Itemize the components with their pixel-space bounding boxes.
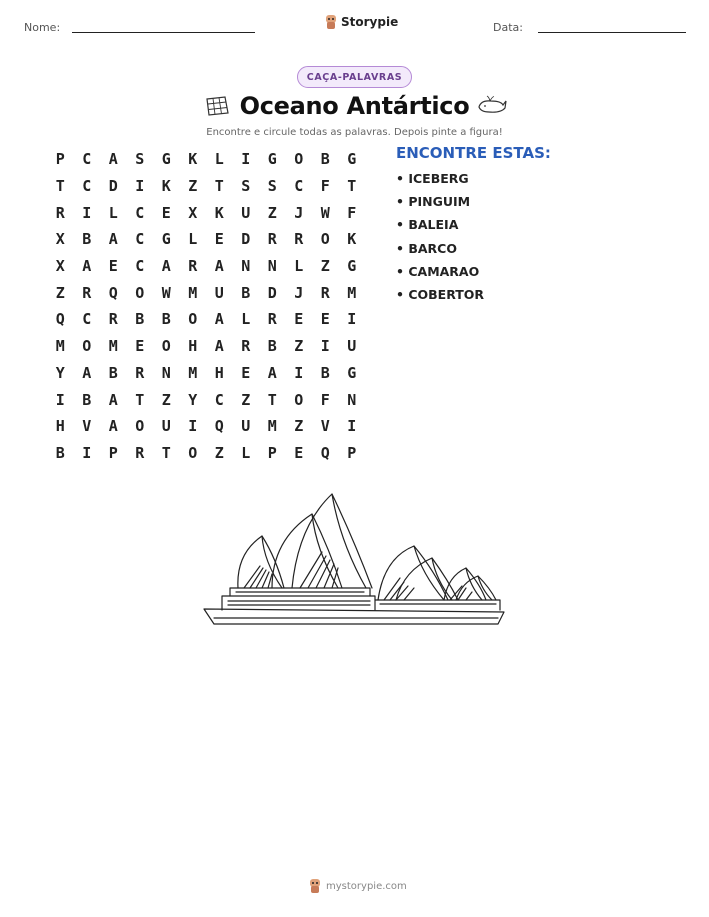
grid-letter[interactable]: O <box>320 230 330 249</box>
grid-row <box>47 279 365 306</box>
grid-letter[interactable]: Z <box>161 390 171 409</box>
storypie-mascot-icon <box>324 14 338 30</box>
grid-letter[interactable]: B <box>108 363 118 382</box>
grid-letter[interactable]: R <box>267 310 277 329</box>
grid-letter[interactable]: K <box>188 150 198 169</box>
grid-letter[interactable]: Z <box>214 443 224 462</box>
grid-letter[interactable]: N <box>267 257 277 276</box>
grid-letter[interactable]: Q <box>55 310 65 329</box>
date-label: Data: <box>493 21 523 34</box>
grid-letter[interactable]: B <box>55 443 65 462</box>
grid-letter[interactable]: F <box>320 177 330 196</box>
grid-letter[interactable]: U <box>214 283 224 302</box>
grid-letter[interactable]: O <box>135 417 145 436</box>
grid-letter[interactable]: F <box>347 203 357 222</box>
grid-letter[interactable]: G <box>161 150 171 169</box>
grid-letter[interactable]: T <box>135 390 145 409</box>
grid-letter[interactable]: B <box>82 390 92 409</box>
word-list-item: • COBERTOR <box>396 286 485 302</box>
grid-letter[interactable]: K <box>347 230 357 249</box>
grid-letter[interactable]: O <box>135 283 145 302</box>
grid-letter[interactable]: A <box>161 257 171 276</box>
grid-letter[interactable]: H <box>188 337 198 356</box>
grid-letter[interactable]: X <box>188 203 198 222</box>
grid-letter[interactable]: B <box>135 310 145 329</box>
date-line[interactable] <box>538 32 686 33</box>
grid-letter[interactable]: L <box>108 203 118 222</box>
grid-letter[interactable]: B <box>267 337 277 356</box>
grid-letter[interactable]: C <box>135 203 145 222</box>
grid-row <box>47 360 365 387</box>
grid-row <box>47 440 365 467</box>
worksheet-type-badge: CAÇA-PALAVRAS <box>297 66 412 88</box>
grid-letter[interactable]: E <box>108 257 118 276</box>
grid-row <box>47 306 365 333</box>
grid-letter[interactable]: L <box>241 310 251 329</box>
grid-letter[interactable]: O <box>188 310 198 329</box>
grid-letter[interactable]: T <box>161 443 171 462</box>
grid-letter[interactable]: I <box>135 177 145 196</box>
grid-letter[interactable]: A <box>108 230 118 249</box>
footer <box>308 878 407 894</box>
grid-letter[interactable]: I <box>82 203 92 222</box>
grid-letter[interactable]: E <box>241 363 251 382</box>
grid-letter[interactable]: A <box>214 257 224 276</box>
grid-letter[interactable]: Y <box>188 390 198 409</box>
grid-letter[interactable]: B <box>161 310 171 329</box>
grid-letter[interactable]: A <box>214 337 224 356</box>
grid-letter[interactable]: Z <box>267 203 277 222</box>
grid-letter[interactable]: E <box>214 230 224 249</box>
grid-letter[interactable]: P <box>267 443 277 462</box>
grid-letter[interactable]: Q <box>320 443 330 462</box>
word-list <box>396 171 484 310</box>
grid-letter[interactable]: U <box>241 417 251 436</box>
grid-letter[interactable]: G <box>267 150 277 169</box>
grid-letter[interactable]: R <box>135 363 145 382</box>
storypie-mascot-icon <box>308 878 322 894</box>
grid-letter[interactable]: O <box>294 150 304 169</box>
grid-letter[interactable]: D <box>267 283 277 302</box>
grid-letter[interactable]: X <box>55 230 65 249</box>
grid-row <box>47 199 365 226</box>
grid-letter[interactable]: M <box>55 337 65 356</box>
grid-letter[interactable]: C <box>82 310 92 329</box>
grid-letter[interactable]: R <box>241 337 251 356</box>
grid-letter[interactable]: B <box>82 230 92 249</box>
grid-letter[interactable]: M <box>267 417 277 436</box>
grid-letter[interactable]: Z <box>320 257 330 276</box>
grid-letter[interactable]: M <box>188 283 198 302</box>
grid-letter[interactable]: I <box>294 363 304 382</box>
grid-letter[interactable]: C <box>294 177 304 196</box>
grid-letter[interactable]: K <box>214 203 224 222</box>
grid-letter[interactable]: B <box>241 283 251 302</box>
word-list-item: • ICEBERG <box>396 171 469 186</box>
grid-letter[interactable]: E <box>294 310 304 329</box>
grid-letter[interactable]: R <box>320 283 330 302</box>
grid-letter[interactable]: M <box>108 337 118 356</box>
grid-letter[interactable]: U <box>241 203 251 222</box>
opera-house-icon <box>200 488 508 634</box>
grid-letter[interactable]: M <box>347 283 357 302</box>
grid-row <box>47 333 365 360</box>
grid-letter[interactable]: S <box>267 177 277 196</box>
grid-letter[interactable]: Z <box>241 390 251 409</box>
grid-letter[interactable]: M <box>188 363 198 382</box>
grid-letter[interactable]: C <box>82 150 92 169</box>
grid-letter[interactable]: Z <box>55 283 65 302</box>
grid-letter[interactable]: I <box>347 417 357 436</box>
grid-letter[interactable]: U <box>347 337 357 356</box>
grid-letter[interactable]: E <box>320 310 330 329</box>
grid-letter[interactable]: A <box>108 150 118 169</box>
grid-letter[interactable]: P <box>108 443 118 462</box>
grid-letter[interactable]: B <box>320 150 330 169</box>
grid-letter[interactable]: P <box>55 150 65 169</box>
grid-letter[interactable]: R <box>267 230 277 249</box>
grid-letter[interactable]: I <box>188 417 198 436</box>
grid-letter[interactable]: T <box>55 177 65 196</box>
grid-letter[interactable]: A <box>108 390 118 409</box>
grid-letter[interactable]: Y <box>55 363 65 382</box>
grid-letter[interactable]: A <box>108 417 118 436</box>
grid-letter[interactable]: R <box>135 443 145 462</box>
grid-letter[interactable]: Z <box>294 417 304 436</box>
grid-letter[interactable]: N <box>161 363 171 382</box>
grid-row <box>47 146 365 173</box>
footer-site[interactable]: mystorypie.com <box>326 880 407 892</box>
grid-letter[interactable]: P <box>347 443 357 462</box>
grid-letter[interactable]: T <box>347 177 357 196</box>
grid-letter[interactable]: S <box>135 150 145 169</box>
grid-letter[interactable]: L <box>214 150 224 169</box>
brand-logo <box>324 14 398 30</box>
grid-letter[interactable]: A <box>82 363 92 382</box>
grid-letter[interactable]: Z <box>294 337 304 356</box>
grid-letter[interactable]: A <box>82 257 92 276</box>
grid-letter[interactable]: O <box>188 443 198 462</box>
grid-letter[interactable]: I <box>347 310 357 329</box>
grid-letter[interactable]: E <box>294 443 304 462</box>
instructions: Encontre e circule todas as palavras. Depois pinte a figura! <box>206 127 503 138</box>
grid-letter[interactable]: D <box>108 177 118 196</box>
grid-letter[interactable]: O <box>161 337 171 356</box>
grid-letter[interactable]: R <box>82 283 92 302</box>
grid-letter[interactable]: T <box>214 177 224 196</box>
grid-letter[interactable]: G <box>347 150 357 169</box>
grid-letter[interactable]: S <box>241 177 251 196</box>
grid-row <box>47 413 365 440</box>
word-list-item: • PINGUIM <box>396 194 471 210</box>
grid-letter[interactable]: G <box>347 363 357 382</box>
grid-letter[interactable]: G <box>347 257 357 276</box>
grid-letter[interactable]: W <box>320 203 330 222</box>
grid-letter[interactable]: U <box>161 417 171 436</box>
grid-letter[interactable]: V <box>320 417 330 436</box>
grid-letter[interactable]: W <box>161 283 171 302</box>
grid-letter[interactable]: C <box>135 257 145 276</box>
grid-letter[interactable]: L <box>294 257 304 276</box>
grid-row <box>47 173 365 200</box>
grid-letter[interactable]: E <box>135 337 145 356</box>
grid-letter[interactable]: T <box>267 390 277 409</box>
word-list-item: • BARCO <box>396 240 457 256</box>
grid-letter[interactable]: Z <box>188 177 198 196</box>
grid-letter[interactable]: C <box>214 390 224 409</box>
grid-letter[interactable]: A <box>214 310 224 329</box>
grid-letter[interactable]: I <box>320 337 330 356</box>
grid-letter[interactable]: R <box>55 203 65 222</box>
grid-letter[interactable]: J <box>294 203 304 222</box>
grid-letter[interactable]: B <box>320 363 330 382</box>
grid-row <box>47 226 365 253</box>
grid-letter[interactable]: D <box>241 230 251 249</box>
grid-letter[interactable]: E <box>161 203 171 222</box>
word-list-item: • BALEIA <box>396 217 459 233</box>
grid-row <box>47 253 365 280</box>
grid-letter[interactable]: V <box>82 417 92 436</box>
grid-letter[interactable]: O <box>294 390 304 409</box>
grid-letter[interactable]: H <box>214 363 224 382</box>
grid-row <box>47 386 365 413</box>
grid-letter[interactable]: I <box>82 443 92 462</box>
grid-letter[interactable]: C <box>82 177 92 196</box>
whale-icon <box>477 95 507 115</box>
grid-letter[interactable]: C <box>135 230 145 249</box>
grid-letter[interactable]: R <box>108 310 118 329</box>
grid-letter[interactable]: H <box>55 417 65 436</box>
grid-letter[interactable]: J <box>294 283 304 302</box>
word-list-title: ENCONTRE ESTAS: <box>396 144 551 162</box>
word-search-grid <box>47 146 365 466</box>
word-list-item: • CAMARAO <box>396 263 480 279</box>
grid-letter[interactable]: R <box>188 257 198 276</box>
grid-letter[interactable]: L <box>188 230 198 249</box>
grid-letter[interactable]: N <box>347 390 357 409</box>
grid-letter[interactable]: I <box>55 390 65 409</box>
page-title: Oceano Antártico <box>239 92 470 120</box>
grid-letter[interactable]: G <box>161 230 171 249</box>
grid-letter[interactable]: I <box>241 150 251 169</box>
grid-letter[interactable]: Q <box>108 283 118 302</box>
name-label: Nome: <box>24 21 61 34</box>
name-line[interactable] <box>72 32 255 33</box>
grid-letter[interactable]: O <box>82 337 92 356</box>
grid-letter[interactable]: L <box>241 443 251 462</box>
grid-letter[interactable]: X <box>55 257 65 276</box>
grid-letter[interactable]: R <box>294 230 304 249</box>
brand-name: Storypie <box>341 15 399 29</box>
grid-letter[interactable]: Q <box>214 417 224 436</box>
grid-letter[interactable]: N <box>241 257 251 276</box>
grid-letter[interactable]: F <box>320 390 330 409</box>
grid-letter[interactable]: A <box>267 363 277 382</box>
grid-letter[interactable]: K <box>161 177 171 196</box>
